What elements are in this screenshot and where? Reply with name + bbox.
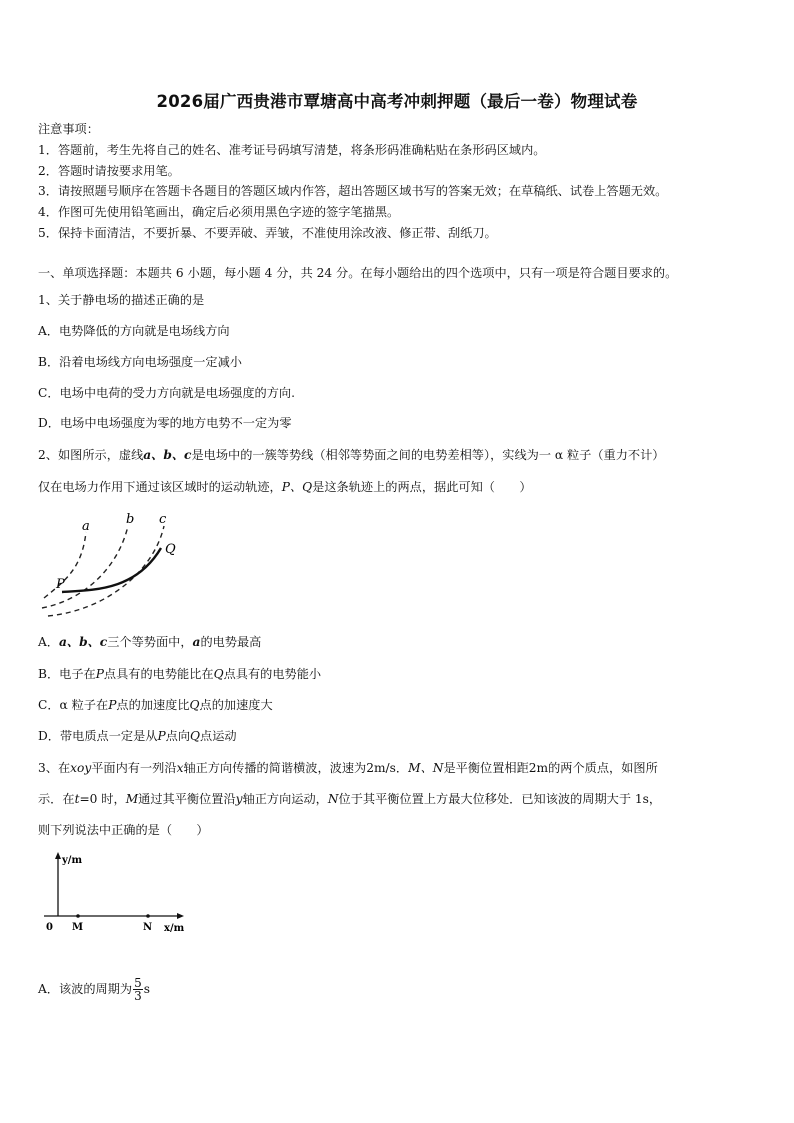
q2-option-d: [38, 728, 237, 744]
option-text: 点的加速度大: [199, 698, 273, 712]
stem-var: N: [327, 792, 339, 806]
q2-stem-vars: P、Q: [281, 480, 313, 494]
option-text: 三个等势面中，: [107, 635, 193, 649]
q2-stem-text: 2、如图所示，虚线: [38, 448, 144, 462]
label-p: P: [56, 577, 65, 592]
option-vars: P: [95, 667, 104, 681]
option-text: B．电子在: [38, 667, 96, 681]
option-unit: s: [143, 982, 151, 996]
q3-stem-line2: [38, 791, 661, 807]
stem-text: 示．在: [38, 792, 75, 806]
q2-stem-text: 是这条轨迹上的两点，据此可知（ ）: [312, 480, 532, 494]
option-vars: P: [108, 698, 117, 712]
y-axis-arrow: [55, 852, 61, 859]
q3-option-a: [38, 976, 150, 1002]
section1-heading: 一、单项选择题：本题共 6 小题，每小题 4 分，共 24 分。在每小题给出的四个选项中，只有一项是符合题目要求的。: [38, 266, 678, 280]
q3-figure: [40, 850, 190, 935]
option-text: 点向: [165, 729, 191, 743]
notice-heading: 注意事项：: [38, 122, 99, 136]
option-text: 点具有的电势能比在: [103, 667, 214, 681]
q1-option-c: C．电场中电荷的受力方向就是电场强度的方向.: [38, 386, 295, 400]
notice-item-1: 1．答题前，考生先将自己的姓名、准考证号码填写清楚，将条形码准确粘贴在条形码区域内。: [38, 143, 546, 157]
q2-stem-line1: [38, 447, 665, 463]
option-text: 点的加速度比: [116, 698, 190, 712]
point-n: [146, 914, 150, 918]
q2-stem-vars: a、b、c: [143, 448, 192, 462]
stem-text: =0 时，: [79, 792, 126, 806]
q1-option-b: B．沿着电场线方向电场强度一定减小: [38, 355, 242, 369]
stem-text: 通过其平衡位置沿: [138, 792, 236, 806]
stem-var: x: [176, 761, 184, 775]
equipotential-line-a: [44, 532, 86, 598]
notice-item-5: 5．保持卡面清洁，不要折暴、不要弄破、弄皱，不准使用涂改液、修正带、刮纸刀。: [38, 226, 497, 240]
q2-option-c: [38, 697, 273, 713]
x-axis-label: x/m: [164, 923, 185, 934]
stem-var: y: [235, 792, 243, 806]
q3-stem-line1: [38, 760, 658, 776]
x-axis-arrow: [177, 913, 184, 919]
label-q: Q: [165, 542, 176, 557]
option-text: C．α 粒子在: [38, 698, 109, 712]
fraction: [133, 977, 143, 1002]
stem-var: xoy: [70, 761, 92, 775]
stem-text: 平面内有一列沿: [91, 761, 177, 775]
notice-item-3: 3．请按照题号顺序在答题卡各题目的答题区域内作答，超出答题区域书写的答案无效；在草稿纸、试卷上答题无效。: [38, 184, 668, 198]
stem-var: t: [74, 792, 80, 806]
q1-option-d: D．电场中电场强度为零的地方电势不一定为零: [38, 416, 292, 430]
page-title: 2026届广西贵港市覃塘高中高考冲刺押题（最后一卷）物理试卷: [156, 92, 638, 111]
particle-trajectory: [62, 548, 161, 592]
option-text: D．带电质点一定是从: [38, 729, 158, 743]
q2-stem-text: 仅在电场力作用下通过该区域时的运动轨迹，: [38, 480, 282, 494]
option-text: 的电势最高: [200, 635, 262, 649]
y-axis-label: y/m: [62, 855, 83, 866]
q2-option-a: [38, 634, 261, 650]
option-vars: a: [192, 635, 201, 649]
label-m: M: [72, 922, 84, 933]
stem-text: 轴正方向传播的简谐横波，波速为2m/s．: [183, 761, 409, 775]
notice-item-2: 2．答题时请按要求用笔。: [38, 164, 180, 178]
label-n: N: [143, 922, 153, 933]
option-vars: Q: [189, 698, 200, 712]
option-vars: Q: [213, 667, 224, 681]
q2-figure: [36, 508, 186, 618]
option-vars: Q: [190, 729, 201, 743]
option-text: A．: [38, 635, 59, 649]
stem-text: 3、在: [38, 761, 71, 775]
q2-option-b: [38, 666, 321, 682]
stem-var: M: [125, 792, 139, 806]
stem-text: 位于其平衡位置上方最大位移处．已知该波的周期大于 1s，: [338, 792, 662, 806]
q2-stem-line2: [38, 479, 532, 495]
q3-stem-line3: 则下列说法中正确的是（ ）: [38, 823, 209, 837]
point-m: [76, 914, 80, 918]
option-text: 点运动: [200, 729, 237, 743]
stem-text: 是平衡位置相距2m的两个质点，如图所: [443, 761, 658, 775]
option-vars: a、b、c: [59, 635, 108, 649]
label-c: c: [159, 512, 167, 527]
option-vars: P: [157, 729, 166, 743]
label-a: a: [82, 519, 90, 534]
option-text: 点具有的电势能小: [223, 667, 322, 681]
fraction-denominator: 3: [134, 989, 142, 1003]
origin-label: 0: [46, 922, 53, 933]
label-b: b: [126, 512, 135, 527]
q1-stem: 1、关于静电场的描述正确的是: [38, 293, 205, 307]
stem-text: 轴正方向运动，: [242, 792, 328, 806]
q2-stem-text: 是电场中的一簇等势线（相邻等势面之间的电势差相等），实线为一 α 粒子（重力不计）: [191, 448, 665, 462]
fraction-numerator: 5: [134, 976, 142, 990]
option-text: A．该波的周期为: [38, 982, 133, 996]
notice-item-4: 4．作图可先使用铅笔画出，确定后必须用黑色字迹的签字笔描黑。: [38, 205, 400, 219]
stem-var: M、N: [408, 761, 444, 775]
q1-option-a: A．电势降低的方向就是电场线方向: [38, 324, 230, 338]
